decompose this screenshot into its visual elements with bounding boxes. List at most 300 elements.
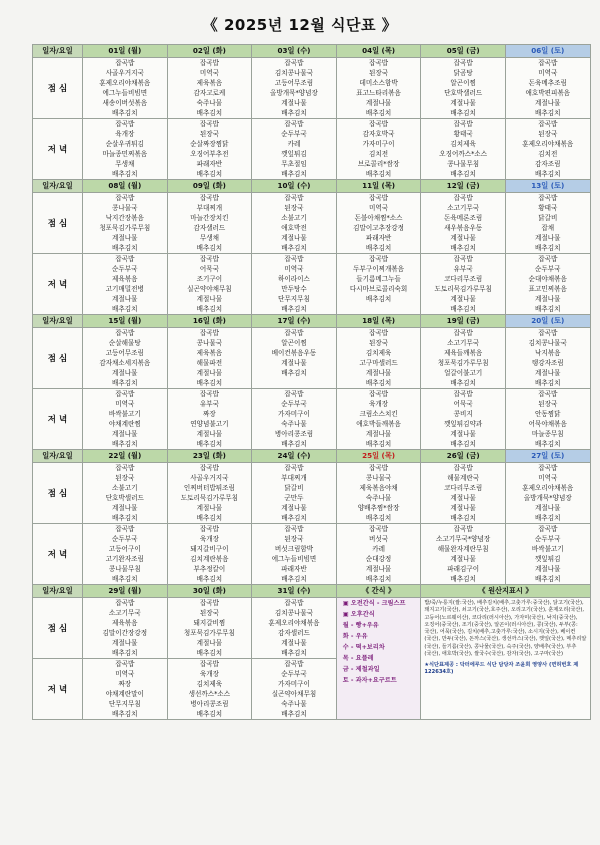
menu-item: 배추김치 — [196, 305, 223, 313]
date-header-row — [33, 180, 591, 193]
menu-item: 육개장 — [199, 535, 219, 543]
menu-item: 배추김치 — [365, 379, 392, 387]
day-header: 18일 (목) — [336, 315, 421, 328]
menu-item: 배추김치 — [281, 305, 307, 313]
dinner-row — [33, 254, 591, 315]
menu-item: 배추김치 — [450, 575, 476, 583]
menu-item: 순대야채볶음 — [528, 275, 567, 283]
menu-item: 미역국 — [115, 400, 135, 408]
menu-item: 제육볶음 — [112, 619, 138, 627]
menu-cell — [167, 328, 252, 389]
menu-cell — [421, 524, 506, 585]
menu-item: 배추김치 — [112, 170, 138, 178]
menu-item: 순두부국 — [281, 670, 307, 678]
lunch-label: 점 심 — [33, 598, 83, 659]
menu-item: 배추김치 — [112, 305, 138, 313]
menu-cell — [252, 193, 337, 254]
menu-item: 된장국 — [369, 339, 389, 347]
menu-item: 잡곡밥 — [115, 194, 135, 202]
menu-item: 소불고기 — [281, 214, 307, 222]
menu-item: 고기완자조림 — [105, 555, 144, 563]
menu-item: 배추김치 — [196, 649, 223, 657]
menu-item: 계절나물 — [365, 99, 392, 107]
menu-cell — [336, 58, 421, 119]
menu-item: 실곤약야채무침 — [187, 285, 232, 293]
menu-cell — [421, 254, 506, 315]
menu-item: 카레 — [287, 140, 301, 148]
menu-item: 잡곡밥 — [115, 255, 135, 263]
menu-item: 김치전 — [369, 150, 389, 158]
day-header: 13일 (토) — [505, 180, 590, 193]
menu-cell — [83, 119, 168, 180]
menu-item: 연양념불고기 — [190, 420, 229, 428]
menu-item: 계절나물 — [281, 504, 307, 512]
menu-item: 김치제육 — [450, 140, 476, 148]
menu-cell — [252, 119, 337, 180]
menu-item: 계절나물 — [450, 430, 476, 438]
menu-item: 잡곡밥 — [284, 120, 304, 128]
menu-item: 배추김치 — [196, 514, 223, 522]
menu-item: 사골우거지국 — [105, 69, 144, 77]
menu-item: 순대강정 — [365, 555, 392, 563]
menu-item: 잡곡밥 — [199, 255, 219, 263]
menu-item: 순두부국 — [281, 130, 307, 138]
menu-item: 잡곡밥 — [284, 525, 304, 533]
menu-item: 잡곡밥 — [284, 660, 304, 668]
menu-item: 순두부국 — [535, 535, 561, 543]
menu-item: 소고기무국 — [447, 339, 480, 347]
menu-item: 야채계란찜 — [108, 420, 141, 428]
menu-cell — [336, 524, 421, 585]
menu-cell — [421, 389, 506, 450]
menu-cell — [252, 254, 337, 315]
menu-item: 해물완자계란무침 — [437, 545, 489, 553]
date-header-row — [33, 585, 591, 598]
menu-item: 계절나물 — [281, 99, 307, 107]
menu-item: 배추김치 — [365, 575, 392, 583]
menu-item: 잡곡밥 — [284, 464, 304, 472]
menu-item: 계절나물 — [112, 430, 138, 438]
menu-cell — [167, 193, 252, 254]
menu-item: 바싹불고기 — [108, 410, 141, 418]
menu-item: 오징어부추전 — [190, 150, 229, 158]
origin-header: 《 원산지표시 》 — [421, 585, 590, 598]
menu-item: 청포묵김가루무침 — [99, 224, 151, 232]
menu-item: 배추김치 — [450, 379, 476, 387]
menu-cell — [421, 463, 506, 524]
menu-item: 잡곡밥 — [369, 390, 389, 398]
menu-item: 잡곡밥 — [199, 390, 219, 398]
menu-item: 무초절임 — [281, 160, 307, 168]
menu-item: 숙주나물 — [281, 700, 307, 708]
menu-item: 배추김치 — [281, 649, 307, 657]
menu-item: 깻잎튀김 — [535, 555, 561, 563]
menu-item: 계절나물 — [365, 565, 392, 573]
menu-item: 계절나물 — [535, 99, 561, 107]
menu-item: 훈제오리야채볶음 — [99, 79, 151, 87]
day-header: 26일 (금) — [421, 450, 506, 463]
snack-line: ▣ 오전간식 - 크림스프 — [342, 600, 406, 607]
menu-item: 카레 — [372, 545, 385, 553]
menu-cell — [252, 328, 337, 389]
dinner-label: 저 녁 — [33, 254, 83, 315]
menu-item: 미역국 — [538, 69, 558, 77]
menu-item: 잡곡밥 — [453, 255, 473, 263]
menu-item: 계절나물 — [535, 504, 561, 512]
menu-item: 배추김치 — [112, 440, 138, 448]
menu-item: 잡곡밥 — [199, 194, 219, 202]
menu-item: 잡곡밥 — [369, 329, 389, 337]
menu-item: 탱강자조림 — [531, 359, 564, 367]
menu-item: 된장국 — [538, 130, 558, 138]
header-label: 일자/요일 — [33, 45, 83, 58]
menu-item: 어묵야채볶음 — [528, 420, 567, 428]
menu-item: 올방개묵*양념장 — [523, 494, 572, 502]
menu-item: 고등어무조림 — [105, 349, 144, 357]
menu-item: 잡곡밥 — [453, 390, 473, 398]
menu-item: 배추김치 — [112, 649, 138, 657]
menu-item: 도토리묵김가루무침 — [180, 494, 239, 502]
menu-item: 순살우귀튀김 — [105, 140, 144, 148]
menu-item: 계절나물 — [281, 639, 307, 647]
menu-item: 잡곡밥 — [369, 120, 389, 128]
menu-item: 배추김치 — [450, 109, 476, 117]
menu-item: 육개장 — [369, 400, 389, 408]
menu-item: 잡곡밥 — [538, 329, 558, 337]
menu-item: 미역국 — [115, 670, 135, 678]
menu-item: 배추김치 — [535, 575, 561, 583]
menu-item: 콩나물무침 — [108, 565, 141, 573]
menu-cell — [167, 463, 252, 524]
menu-item: 베이컨볶음우동 — [271, 349, 317, 357]
menu-item: 계절나물 — [112, 369, 138, 377]
menu-item: 하이라이스 — [278, 275, 310, 283]
lunch-label: 점 심 — [33, 463, 83, 524]
menu-item: 육개장 — [115, 130, 135, 138]
day-header: 12일 (금) — [421, 180, 506, 193]
day-header: 27일 (토) — [505, 450, 590, 463]
menu-item: 콩나물무침 — [447, 160, 480, 168]
menu-item: 잡곡밥 — [453, 59, 473, 67]
menu-cell — [167, 598, 252, 659]
day-header: 30일 (화) — [167, 585, 252, 598]
menu-item: 배추김치 — [535, 109, 561, 117]
snack-header: 《 간식 》 — [336, 585, 421, 598]
day-header: 10일 (수) — [252, 180, 337, 193]
menu-item: 순두부국 — [535, 265, 561, 273]
menu-item: 배추김치 — [112, 109, 138, 117]
day-header: 23일 (화) — [167, 450, 252, 463]
menu-item: 순두부국 — [281, 400, 307, 408]
menu-cell — [421, 119, 506, 180]
menu-item: 얼갈이불고기 — [444, 369, 483, 377]
day-header: 19일 (금) — [421, 315, 506, 328]
menu-item: 배추김치 — [281, 244, 307, 252]
menu-item: 배추김치 — [450, 514, 476, 522]
header-label: 일자/요일 — [33, 315, 83, 328]
menu-item: 제육볶음 — [112, 275, 138, 283]
menu-item: 계절나물 — [535, 295, 561, 303]
menu-item: 배추김치 — [365, 514, 392, 522]
menu-item: 계절나물 — [450, 494, 476, 502]
menu-item: 배추김치 — [196, 109, 223, 117]
dinner-row — [33, 524, 591, 585]
menu-item: 표고느타리볶음 — [356, 89, 401, 97]
menu-item: 잡곡밥 — [453, 464, 473, 472]
menu-item: 숙주나물 — [365, 494, 392, 502]
menu-item: 올방개묵*양념장 — [270, 89, 318, 97]
menu-item: 인찌버터밥튀조림 — [183, 484, 235, 492]
lunch-label: 점 심 — [33, 328, 83, 389]
menu-item: 미역국 — [369, 204, 389, 212]
header-label: 일자/요일 — [33, 450, 83, 463]
menu-item: 된장국 — [199, 609, 219, 617]
menu-item: 부대찌개 — [281, 474, 307, 482]
menu-cell — [421, 193, 506, 254]
menu-cell — [505, 193, 590, 254]
menu-item: 계절나물 — [196, 504, 223, 512]
menu-item: 어묵국 — [453, 400, 473, 408]
menu-cell — [505, 254, 590, 315]
menu-item: 새우볶음우동 — [444, 224, 483, 232]
menu-item: 계절나물 — [112, 639, 138, 647]
menu-item: 돼지갈비구이 — [190, 545, 229, 553]
date-header-row — [33, 45, 591, 58]
menu-item: 김치계란볶음 — [190, 555, 229, 563]
menu-item: 황태국 — [538, 204, 558, 212]
lunch-row — [33, 463, 591, 524]
menu-item: 파래자반 — [281, 565, 307, 573]
menu-item: 감자고로케 — [193, 89, 226, 97]
day-header: 20일 (토) — [505, 315, 590, 328]
header-label: 일자/요일 — [33, 585, 83, 598]
day-header: 04일 (목) — [336, 45, 421, 58]
menu-item: 잡곡밥 — [538, 59, 558, 67]
menu-table — [32, 44, 591, 720]
menu-item: 계절나물 — [196, 369, 223, 377]
day-header: 29일 (월) — [83, 585, 168, 598]
menu-item: 계절나물 — [196, 430, 223, 438]
menu-item: 순두부국 — [112, 265, 138, 273]
snack-line: 수 - 떡+보리차 — [342, 644, 385, 651]
menu-item: 크림소스치킨 — [359, 410, 398, 418]
menu-item: 잡곡밥 — [538, 464, 558, 472]
menu-cell — [252, 524, 337, 585]
menu-item: 어묵국 — [199, 265, 219, 273]
menu-cell — [505, 463, 590, 524]
menu-item: 잡곡밥 — [115, 59, 135, 67]
menu-item: 소고기무국*양념장 — [436, 535, 491, 543]
day-header: 24일 (수) — [252, 450, 337, 463]
menu-item: 계절나물 — [535, 369, 561, 377]
menu-item: 소고기무국 — [108, 609, 141, 617]
menu-item: 무생채 — [115, 160, 135, 168]
menu-item: 콩나물국 — [365, 474, 392, 482]
menu-item: 잡곡밥 — [538, 525, 558, 533]
menu-item: 해물계란국 — [447, 474, 480, 482]
menu-item — [252, 378, 336, 388]
menu-item: 배추김치 — [535, 440, 561, 448]
menu-item: 계절나물 — [365, 369, 392, 377]
dinner-row — [33, 119, 591, 180]
menu-item: 사골우거지국 — [190, 474, 229, 482]
menu-item: 김말이간장강정 — [102, 629, 148, 637]
menu-cell — [252, 389, 337, 450]
menu-item: 코다리무조림 — [444, 484, 483, 492]
menu-cell — [83, 328, 168, 389]
menu-item: 애호박들깨볶음 — [356, 420, 401, 428]
day-header: 17일 (수) — [252, 315, 337, 328]
menu-cell — [83, 598, 168, 659]
menu-item: 버섯국 — [369, 535, 389, 543]
menu-item: 배추김치 — [365, 440, 392, 448]
menu-item: 감자조림 — [535, 160, 561, 168]
menu-item: 훈제오리야채볶음 — [522, 140, 574, 148]
menu-cell — [252, 58, 337, 119]
menu-item: 유부국 — [453, 265, 473, 273]
menu-item: 김치콩나물국 — [274, 609, 314, 617]
menu-item: 고구마샐러드 — [359, 359, 398, 367]
lunch-row — [33, 328, 591, 389]
menu-item: 마늘간장치킨 — [190, 214, 229, 222]
menu-cell — [505, 58, 590, 119]
menu-item: 생선까스*소스 — [188, 690, 231, 698]
menu-item: 야채계란말이 — [105, 690, 144, 698]
menu-cell — [505, 524, 590, 585]
menu-item: 계절나물 — [112, 504, 138, 512]
menu-cell — [336, 328, 421, 389]
menu-item: 미역국 — [538, 474, 558, 482]
menu-item: 유부국 — [199, 400, 219, 408]
menu-item: 김치전 — [538, 150, 558, 158]
menu-item: 부대찌개 — [196, 204, 223, 212]
menu-item: 가자미구이 — [362, 140, 395, 148]
menu-item: 양배추찜*쌈장 — [357, 504, 400, 512]
menu-item: 제육볶음야채 — [359, 484, 398, 492]
menu-item: 단호박샐러드 — [105, 494, 144, 502]
menu-item: 된장국 — [199, 130, 219, 138]
menu-cell — [421, 328, 506, 389]
menu-cell — [252, 659, 337, 720]
menu-item: 안동찜닭 — [535, 410, 561, 418]
menu-item: 고등어무조림 — [274, 79, 314, 87]
menu-item: 황태국 — [453, 130, 473, 138]
menu-item: 숙주나물 — [281, 420, 307, 428]
menu-item: 배추김치 — [196, 379, 223, 387]
snack-line: 월 - 빵+우유 — [342, 622, 379, 629]
date-header-row — [33, 450, 591, 463]
header-label: 일자/요일 — [33, 180, 83, 193]
day-header: 25일 (목) — [336, 450, 421, 463]
menu-cell — [336, 389, 421, 450]
menu-item: 계절나물 — [450, 555, 476, 563]
menu-item: 가자미구이 — [278, 410, 310, 418]
menu-item: 잡곡밥 — [369, 194, 389, 202]
day-header: 15일 (월) — [83, 315, 168, 328]
day-header: 09일 (화) — [167, 180, 252, 193]
menu-item: 제육들깨볶음 — [444, 349, 483, 357]
menu-cell — [167, 119, 252, 180]
menu-item: 들기름메그누들 — [356, 275, 401, 283]
menu-item: 순살짜장찜닭 — [190, 140, 229, 148]
menu-item: 배추김치 — [535, 514, 561, 522]
menu-item: 된장국 — [115, 474, 135, 482]
menu-item: 김치제육 — [365, 349, 392, 357]
menu-item: 파래김구이 — [447, 565, 480, 573]
menu-cell — [83, 254, 168, 315]
menu-item: 병아리콩조림 — [274, 430, 314, 438]
menu-item: 잡곡밥 — [538, 120, 558, 128]
menu-item: 잡곡밥 — [199, 59, 219, 67]
menu-item: 미역국 — [284, 265, 304, 273]
menu-item: 계절나물 — [450, 295, 476, 303]
menu-item: 훈제오리야채볶음 — [522, 484, 574, 492]
menu-item: 배추김치 — [112, 710, 138, 718]
menu-item: 배추김치 — [365, 244, 392, 252]
menu-item: 짜장 — [118, 680, 132, 688]
day-header: 02일 (화) — [167, 45, 252, 58]
menu-item: 잡곡밥 — [115, 660, 135, 668]
menu-item: 제육볶음 — [196, 349, 223, 357]
menu-item: 배추김치 — [365, 295, 392, 303]
menu-item: 감자채소세지볶음 — [99, 359, 151, 367]
dinner-label: 저 녁 — [33, 389, 83, 450]
day-header: 05일 (금) — [421, 45, 506, 58]
menu-item: 김치제육 — [196, 680, 223, 688]
menu-item: 배추김치 — [281, 575, 307, 583]
menu-item: 잡곡밥 — [115, 464, 135, 472]
menu-item: 배추김치 — [281, 710, 307, 718]
menu-item: 잡곡밥 — [115, 525, 135, 533]
menu-item: 단무지무침 — [278, 295, 310, 303]
menu-item: 잡곡밥 — [453, 525, 473, 533]
menu-item: 돈블아채찜*소스 — [354, 214, 403, 222]
lunch-row — [33, 193, 591, 254]
menu-item: 마늘종민찌볶음 — [102, 150, 148, 158]
menu-item: 배추김치 — [196, 710, 223, 718]
menu-item: 버섯크림함박 — [274, 545, 314, 553]
menu-item: 소불고기 — [112, 484, 138, 492]
menu-item: 콩나물국 — [196, 339, 223, 347]
menu-item: 소고기무국 — [447, 204, 480, 212]
menu-item: 고기매밀전병 — [105, 285, 144, 293]
menu-item: 잡곡밥 — [199, 464, 219, 472]
menu-cell — [83, 58, 168, 119]
menu-item: 훈제오리야채볶음 — [268, 619, 320, 627]
menu-item: 잡곡밥 — [369, 255, 389, 263]
menu-item: 된장국 — [284, 204, 304, 212]
menu-item: 닭곰탕 — [453, 69, 473, 77]
dinner-label: 저 녁 — [33, 659, 83, 720]
menu-item: 애호박전 — [281, 224, 307, 232]
day-header: 03일 (수) — [252, 45, 337, 58]
menu-item: 두부구이찌개볶음 — [353, 265, 405, 273]
menu-cell — [252, 598, 337, 659]
menu-item: 계절나물 — [196, 295, 223, 303]
menu-item: 콩비지 — [453, 410, 473, 418]
menu-item: 잡곡밥 — [199, 329, 219, 337]
dinner-label: 저 녁 — [33, 119, 83, 180]
snack-box — [336, 598, 421, 720]
menu-item: 숙주나물 — [196, 99, 223, 107]
menu-cell — [505, 328, 590, 389]
origin-text: 밥/죽/누룽지(쌀:국산), 배추김치(배추,고춧가루:중국산), 닭고기(국산), 돼지고기(국산), 쇠고기(국산,호주산), 오리고기(국산), 훈제오리(국산), 고등어(노르웨이산), 코다리(러시아산), 가자미(국산), 낙지(중국산), 오징어(중국산), 조기(중국산), 알곤이(러시아산), 콩(국산), 두부(콩:국산), 어묵(국산), 김치(배추,고춧가루:국산), 소시지(국산), 베이컨(국산), 만두(국산), 돈까스(국산), 생선까스(국산), 깻잎(국산), 메추리알(국산), 들기름(국산), 콩나물(국산), 숙주(국산), 양배추(국산), 부추(국산), 애호박(국산), 쌀국수(국산), 감자(국산), 고구마(국산) — [424, 600, 587, 658]
menu-item: 에그누들비빔면 — [102, 89, 148, 97]
menu-cell — [83, 659, 168, 720]
menu-item: 배추김치 — [112, 379, 138, 387]
menu-item: 배추김치 — [535, 244, 561, 252]
menu-item: 단호박샐러드 — [444, 89, 483, 97]
